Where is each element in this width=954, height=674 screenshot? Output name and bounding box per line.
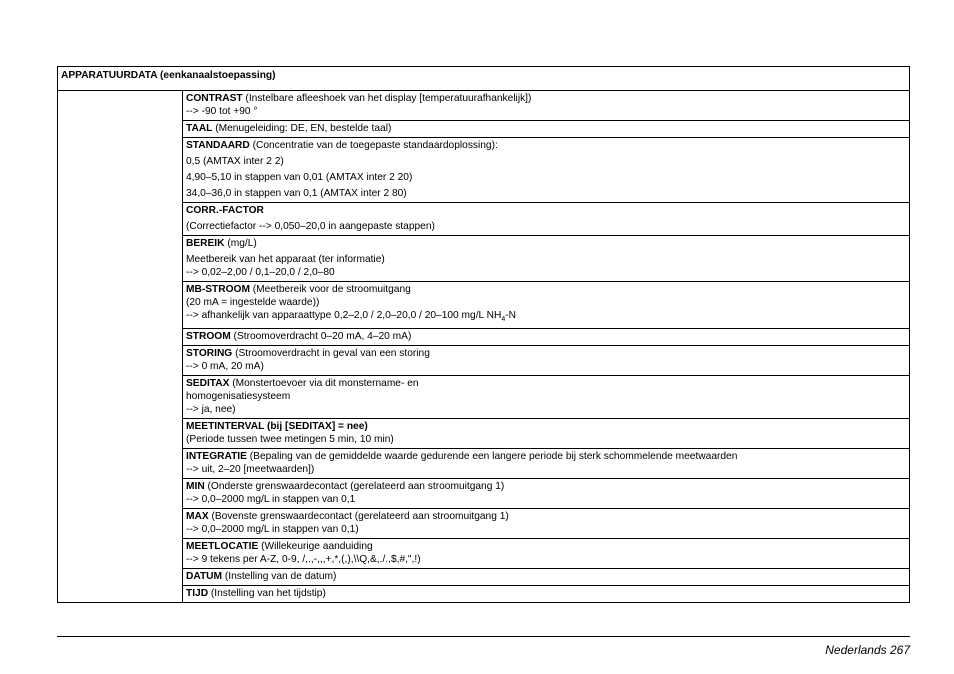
- table-row: [58, 138, 910, 203]
- setting-heading: [186, 420, 906, 433]
- setting-heading: [186, 92, 906, 105]
- setting-cell: [183, 236, 910, 282]
- setting-cell: [183, 449, 910, 479]
- setting-heading: [186, 510, 906, 523]
- setting-cell: [183, 138, 910, 203]
- setting-detail-line: --> 0,02–2,00 / 0,1–20,0 / 2,0–80: [186, 267, 335, 278]
- setting-keyword: DATUM: [186, 571, 223, 583]
- setting-detail-line: --> 9 tekens per A-Z, 0-9, /,.,-,,,+,*,(,),\\Q,&,./.,$,#,",!): [186, 554, 421, 566]
- setting-heading: [186, 139, 906, 152]
- footer-divider: [57, 636, 910, 637]
- setting-heading: [186, 450, 906, 463]
- setting-description: (Bepaling van de gemiddelde waarde gedurende een langere periode bij sterk schommelende meetwaarden: [246, 451, 738, 463]
- setting-detail-line: --> uit, 2–20 [meetwaarden]): [186, 464, 315, 476]
- setting-detail-text: --> afhankelijk van apparaattype 0,2–2,0 / 2,0–20,0 / 20–100 mg/L NH: [186, 310, 502, 321]
- apparatuurdata-table: [57, 66, 910, 603]
- setting-detail-line: (20 mA = ingestelde waarde)): [186, 297, 320, 308]
- setting-description: (Menugeleiding: DE, EN, bestelde taal): [212, 123, 392, 134]
- setting-cell: [183, 539, 910, 569]
- setting-keyword: MEETLOCATIE: [186, 541, 259, 553]
- setting-detail-line: (Correctiefactor --> 0,050–20,0 in aangepaste stappen): [186, 221, 435, 232]
- setting-detail-line: 0,5 (AMTAX inter 2 2): [186, 156, 284, 167]
- table-row: [58, 419, 910, 449]
- setting-detail-text: -N: [505, 310, 517, 321]
- setting-detail-line: (Periode tussen twee metingen 5 min, 10 min): [186, 434, 394, 446]
- setting-description: (Instelling van het tijdstip): [208, 588, 326, 600]
- setting-detail-line: --> 0,0–2000 mg/L in stappen van 0,1): [186, 524, 359, 536]
- setting-detail-line: --> 0,0–2000 mg/L in stappen van 0,1: [186, 494, 356, 506]
- setting-keyword: BEREIK: [186, 238, 225, 249]
- setting-keyword: STANDAARD: [186, 140, 250, 151]
- setting-keyword: TAAL: [186, 123, 213, 134]
- setting-heading: [186, 540, 906, 553]
- setting-description: (Concentratie van de toegepaste standaardoplossing):: [249, 140, 498, 151]
- table-row: [58, 203, 910, 236]
- setting-description: (Stroomoverdracht in geval van een storing: [232, 348, 430, 360]
- table-row: [58, 569, 910, 586]
- setting-cell: [183, 282, 910, 329]
- setting-cell: [183, 479, 910, 509]
- setting-description: (Instelling van de datum): [222, 571, 337, 583]
- setting-keyword: SEDITAX: [186, 378, 230, 390]
- setting-detail-line: homogenisatiesysteem: [186, 391, 291, 403]
- table-title: APPARATUURDATA (eenkanaalstoepassing): [58, 67, 910, 91]
- table-header-row: [58, 67, 910, 91]
- setting-heading: [186, 237, 906, 250]
- setting-cell: [183, 91, 910, 121]
- setting-keyword: STORING: [186, 348, 233, 360]
- table-row: [58, 121, 910, 138]
- setting-heading: [186, 347, 906, 360]
- setting-keyword: MEETINTERVAL (bij [SEDITAX] = nee): [186, 421, 368, 433]
- setting-detail-line: Meetbereik van het apparaat (ter informatie): [186, 254, 385, 265]
- setting-heading: [186, 283, 906, 296]
- setting-keyword: MIN: [186, 481, 205, 493]
- setting-cell: [183, 419, 910, 449]
- setting-cell: [183, 376, 910, 419]
- setting-heading: [186, 122, 906, 135]
- table-row: [58, 479, 910, 509]
- table-row: [58, 282, 910, 329]
- setting-cell: [183, 121, 910, 138]
- setting-cell: [183, 509, 910, 539]
- setting-detail-line: [186, 309, 906, 326]
- setting-cell: [183, 203, 910, 236]
- setting-detail-line: 4,90–5,10 in stappen van 0,01 (AMTAX inter 2 20): [186, 172, 413, 183]
- table-row: [58, 449, 910, 479]
- setting-cell: [183, 569, 910, 586]
- setting-description: (Bovenste grenswaardecontact (gerelateerd aan stroomuitgang 1): [208, 511, 509, 523]
- setting-detail-line: --> ja, nee): [186, 404, 236, 416]
- setting-heading: [186, 377, 906, 390]
- setting-detail-line: --> 0 mA, 20 mA): [186, 361, 264, 373]
- setting-keyword: CONTRAST: [186, 93, 243, 104]
- setting-cell: [183, 329, 910, 346]
- table-row: [58, 91, 910, 121]
- setting-keyword: MB-STROOM: [186, 284, 250, 295]
- setting-heading: [186, 570, 906, 583]
- setting-detail-line: 34,0–36,0 in stappen van 0,1 (AMTAX inter 2 80): [186, 188, 407, 199]
- table-row: [58, 539, 910, 569]
- setting-description: (Monstertoevoer via dit monstername- en: [229, 378, 419, 390]
- table-row: [58, 236, 910, 282]
- subscript: 4: [501, 316, 506, 324]
- setting-heading: [186, 587, 906, 600]
- table-row: [58, 376, 910, 419]
- setting-description: (mg/L): [224, 238, 257, 249]
- setting-heading: [186, 480, 906, 493]
- setting-heading: [186, 330, 906, 343]
- setting-description: (Onderste grenswaardecontact (gerelateerd aan stroomuitgang 1): [204, 481, 505, 493]
- setting-description: (Instelbare afleeshoek van het display [temperatuurafhankelijk]): [242, 93, 532, 104]
- setting-cell: [183, 586, 910, 603]
- setting-detail-line: --> -90 tot +90 °: [186, 106, 258, 117]
- setting-heading: [186, 204, 906, 217]
- setting-cell: [183, 346, 910, 376]
- table-row: [58, 586, 910, 603]
- setting-keyword: CORR.-FACTOR: [186, 205, 264, 216]
- setting-keyword: STROOM: [186, 331, 231, 343]
- setting-description: (Stroomoverdracht 0–20 mA, 4–20 mA): [230, 331, 412, 343]
- table-row: [58, 509, 910, 539]
- table-body: [58, 67, 910, 603]
- table-row: [58, 329, 910, 346]
- setting-description: (Meetbereik voor de stroomuitgang: [249, 284, 411, 295]
- page-footer: Nederlands 267: [825, 643, 910, 657]
- table-row: [58, 346, 910, 376]
- setting-keyword: TIJD: [186, 588, 209, 600]
- empty-label-column: [58, 91, 183, 603]
- setting-keyword: MAX: [186, 511, 209, 523]
- setting-description: (Willekeurige aanduiding: [258, 541, 373, 553]
- setting-keyword: INTEGRATIE: [186, 451, 247, 463]
